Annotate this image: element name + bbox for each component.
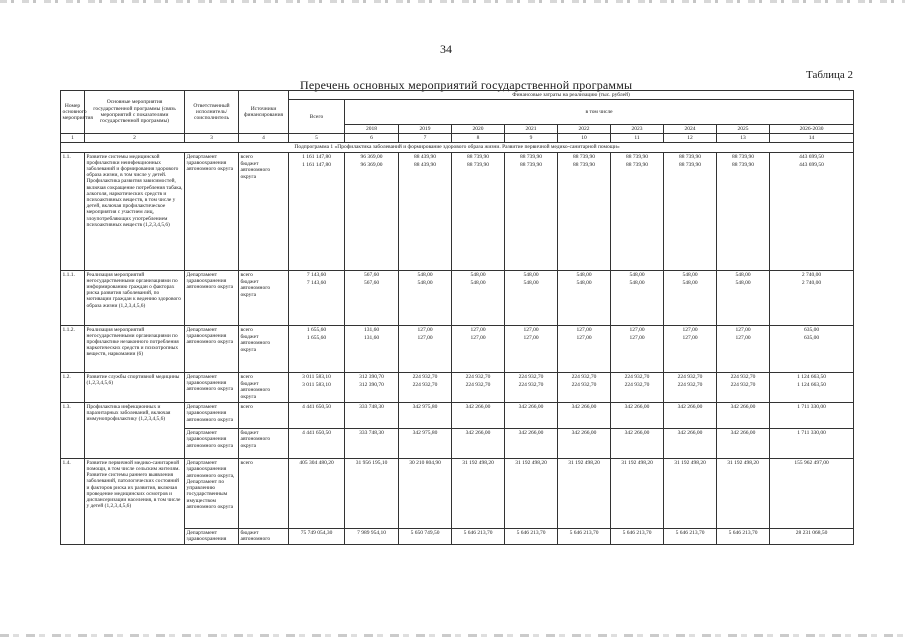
table-label: Таблица 2 xyxy=(806,69,854,81)
amount-cell xyxy=(664,325,717,372)
amount: 88 439,90 xyxy=(414,161,436,168)
amount: 7 989 954,10 xyxy=(345,528,399,544)
amount: 548,00 xyxy=(629,279,645,286)
source-label: всего xyxy=(240,153,253,160)
amount: 443 699,50 xyxy=(799,161,824,168)
amount: 224 932,70 xyxy=(465,373,491,380)
column-number: 9 xyxy=(505,134,558,143)
amount: 7 143,60 xyxy=(306,271,327,278)
row-exec xyxy=(185,325,239,372)
amount: 131,60 xyxy=(363,326,380,333)
amount-cell xyxy=(664,372,717,402)
amount: 127,00 xyxy=(523,334,539,341)
row-num: 1.4. xyxy=(61,458,85,544)
amount-cell xyxy=(717,372,770,402)
exec-label: Департамент здравоохранения автономного округа xyxy=(186,373,234,393)
page-number: 34 xyxy=(440,42,452,56)
table-row xyxy=(61,372,854,402)
amount: 88 739,90 xyxy=(626,153,648,160)
amount: 333 748,30 xyxy=(345,428,399,458)
header-year: 2021 xyxy=(505,124,558,133)
column-number: 13 xyxy=(717,134,770,143)
header-year: 2026-2030 xyxy=(770,124,854,133)
amount-cell xyxy=(664,152,717,270)
amount-cell xyxy=(345,270,399,325)
amount-cell xyxy=(345,152,399,270)
amount-cell xyxy=(717,270,770,325)
scan-edge-top xyxy=(0,0,905,3)
table-row xyxy=(61,325,854,372)
amount-cell xyxy=(717,325,770,372)
header-total: Всего xyxy=(289,100,345,134)
amount-cell xyxy=(452,372,505,402)
row-name: Профилактика инфекционных и паразитарных заболеваний, включая иммунопрофилактику (1,2,3,4,5,6) xyxy=(85,402,185,458)
column-number: 10 xyxy=(558,134,611,143)
amount: 88 739,90 xyxy=(732,161,754,168)
amount-cell xyxy=(452,152,505,270)
amount: 127,00 xyxy=(682,326,698,333)
header-num: Номер основного мероприятия xyxy=(61,91,85,134)
header-year: 2023 xyxy=(611,124,664,133)
amount: 548,00 xyxy=(523,279,539,286)
amount: 224 932,70 xyxy=(624,381,650,388)
amount: 342 266,00 xyxy=(505,428,558,458)
row-num: 1.3. xyxy=(61,402,85,458)
amount: 31 956 195,10 xyxy=(345,458,399,528)
activities-table xyxy=(60,90,854,545)
amount: 28 231 068,50 xyxy=(770,528,854,544)
amount: 88 739,90 xyxy=(732,153,754,160)
amount: 224 932,70 xyxy=(518,373,544,380)
amount: 31 192 498,20 xyxy=(452,458,505,528)
amount: 7 143,60 xyxy=(306,279,327,286)
amount: 127,00 xyxy=(735,334,751,341)
amount-cell xyxy=(505,270,558,325)
amount: 342 266,00 xyxy=(452,402,505,428)
amount: 548,00 xyxy=(470,271,486,278)
amount: 224 932,70 xyxy=(412,381,438,388)
amount: 224 932,70 xyxy=(571,381,597,388)
amount: 567,60 xyxy=(363,271,380,278)
amount: 342 266,00 xyxy=(611,428,664,458)
amount: 88 739,90 xyxy=(573,161,595,168)
amount-cell xyxy=(770,152,854,270)
amount-cell xyxy=(399,152,452,270)
amount-cell xyxy=(452,325,505,372)
amount: 224 932,70 xyxy=(677,373,703,380)
amount: 1 161 147,80 xyxy=(302,153,331,160)
amount: 342 266,00 xyxy=(452,428,505,458)
row-source: всего xyxy=(239,458,289,528)
amount: 2 740,00 xyxy=(801,271,822,278)
amount: 548,00 xyxy=(629,271,645,278)
column-number: 14 xyxy=(770,134,854,143)
amount-cell xyxy=(289,372,345,402)
row-name: Развитие службы спортивной медицины (1,2,3,4,5,6) xyxy=(85,372,185,402)
row-exec: Департамент здравоохранения автономного округа xyxy=(185,428,239,458)
header-name: Основные мероприятия государственной программы (связь мероприятий с показателями государственной программы) xyxy=(85,91,185,134)
amount: 567,60 xyxy=(363,279,380,286)
amount: 342 266,00 xyxy=(611,402,664,428)
amount-cell xyxy=(289,270,345,325)
header-finance: Финансовые затраты на реализацию (тыс. рублей) xyxy=(289,91,854,100)
amount: 127,00 xyxy=(682,334,698,341)
amount: 4 441 650,50 xyxy=(289,428,345,458)
subprogram-title: Подпрограмма 1 «Профилактика заболеваний и формирование здорового образа жизни. Развитие первичной медико-санитарной помощи» xyxy=(61,143,854,152)
row-exec: Департамент здравоохранения xyxy=(185,528,239,544)
row-source: бюджет автономного округа xyxy=(239,428,289,458)
subprogram-row xyxy=(61,143,854,152)
amount-cell xyxy=(558,270,611,325)
header-source: Источники финансирования xyxy=(239,91,289,134)
amount: 224 932,70 xyxy=(412,373,438,380)
row-num: 1.2. xyxy=(61,372,85,402)
column-number: 4 xyxy=(239,134,289,143)
amount: 30 210 804,90 xyxy=(399,458,452,528)
row-source xyxy=(239,325,289,372)
amount: 548,00 xyxy=(576,279,592,286)
amount-cell xyxy=(345,325,399,372)
amount: 1 655,60 xyxy=(306,334,327,341)
source-label: всего xyxy=(240,373,253,380)
amount: 548,00 xyxy=(682,279,698,286)
document-title: Перечень основных мероприятий государственной программы xyxy=(300,78,633,92)
table-row xyxy=(61,458,854,528)
column-number: 3 xyxy=(185,134,239,143)
row-source: бюджет автономного xyxy=(239,528,289,544)
header-year: 2022 xyxy=(558,124,611,133)
amount: 88 739,90 xyxy=(467,153,489,160)
amount: 548,00 xyxy=(735,279,751,286)
amount: 3 011 583,10 xyxy=(302,381,331,388)
amount: 127,00 xyxy=(470,326,486,333)
column-number: 8 xyxy=(452,134,505,143)
amount: 1 711 330,00 xyxy=(770,402,854,428)
amount: 548,00 xyxy=(470,279,486,286)
amount: 5 646 213,70 xyxy=(452,528,505,544)
amount: 5 646 213,70 xyxy=(611,528,664,544)
amount-cell xyxy=(399,372,452,402)
row-exec: Департамент здравоохранения автономного округа, Департамент по управлению государственным имуществом автономного округа xyxy=(185,458,239,528)
column-number: 11 xyxy=(611,134,664,143)
amount: 88 739,90 xyxy=(520,161,542,168)
amount: 127,00 xyxy=(417,326,433,333)
amount: 96 369,00 xyxy=(360,161,383,168)
amount: 224 932,70 xyxy=(624,373,650,380)
amount: 127,00 xyxy=(470,334,486,341)
amount: 342 975,80 xyxy=(399,428,452,458)
amount: 342 266,00 xyxy=(664,402,717,428)
amount: 342 266,00 xyxy=(558,402,611,428)
amount-cell xyxy=(505,372,558,402)
amount-cell xyxy=(558,152,611,270)
amount-cell xyxy=(770,325,854,372)
amount: 5 646 213,70 xyxy=(558,528,611,544)
amount-cell xyxy=(717,152,770,270)
column-number: 12 xyxy=(664,134,717,143)
amount: 5 646 213,70 xyxy=(664,528,717,544)
amount-cell xyxy=(664,270,717,325)
row-name: Развитие системы медицинской профилактики неинфекционных заболеваний и формирования здорового образа жизни, в том числе у детей. Профилактика развития зависимостей, включая сокращение потребления табака, алкоголя, наркотических средств и психоактивных веществ, в том числе у детей, включая профилактическое мероприятия с участием лиц, злоупотребляющих употреблением психоактивных веществ (1,2,3,4,5,6) xyxy=(85,152,185,270)
exec-label: Департамент здравоохранения автономного округа xyxy=(186,271,234,291)
amount-cell xyxy=(770,270,854,325)
amount: 3 011 583,10 xyxy=(302,373,331,380)
row-exec xyxy=(185,270,239,325)
row-num: 1.1. xyxy=(61,152,85,270)
row-num: 1.1.1. xyxy=(61,270,85,325)
amount-cell xyxy=(611,325,664,372)
table-row xyxy=(61,152,854,270)
source-label: бюджет автономного округа xyxy=(240,380,271,400)
table-row xyxy=(61,402,854,428)
amount: 131,60 xyxy=(363,334,380,341)
amount: 405 304 480,20 xyxy=(289,458,345,528)
exec-label: Департамент здравоохранения автономного округа xyxy=(186,153,234,173)
amount: 5 650 749,50 xyxy=(399,528,452,544)
amount: 548,00 xyxy=(417,271,433,278)
amount: 342 266,00 xyxy=(664,428,717,458)
scan-edge-bottom xyxy=(0,634,905,637)
amount-cell xyxy=(399,325,452,372)
exec-label: Департамент здравоохранения автономного округа xyxy=(186,326,234,346)
amount-cell xyxy=(289,152,345,270)
amount: 548,00 xyxy=(682,271,698,278)
amount: 88 739,90 xyxy=(467,161,489,168)
amount: 224 932,70 xyxy=(730,381,756,388)
row-name: Реализация мероприятий негосударственными организациями по информированию граждан о факторах риска развития заболеваний, по мотивации граждан к ведению здорового образа жизни (1,2,3,4,5,6) xyxy=(85,270,185,325)
amount: 127,00 xyxy=(629,334,645,341)
amount: 342 266,00 xyxy=(558,428,611,458)
amount: 88 739,90 xyxy=(679,161,701,168)
amount: 31 192 498,20 xyxy=(717,458,770,528)
row-source xyxy=(239,152,289,270)
header-exec: Ответственный исполнитель/ соисполнитель xyxy=(185,91,239,134)
amount: 127,00 xyxy=(576,334,592,341)
amount: 88 439,90 xyxy=(414,153,436,160)
row-exec xyxy=(185,152,239,270)
amount: 548,00 xyxy=(576,271,592,278)
column-number: 1 xyxy=(61,134,85,143)
column-number: 2 xyxy=(85,134,185,143)
amount-cell xyxy=(452,270,505,325)
amount: 1 655,60 xyxy=(306,326,327,333)
amount: 1 161 147,80 xyxy=(302,161,331,168)
source-label: всего xyxy=(240,326,253,333)
amount-cell xyxy=(399,270,452,325)
amount: 333 748,30 xyxy=(345,402,399,428)
amount: 548,00 xyxy=(523,271,539,278)
amount: 2 740,00 xyxy=(801,279,822,286)
amount: 88 739,90 xyxy=(520,153,542,160)
header-including: в том числе xyxy=(345,100,854,124)
amount: 127,00 xyxy=(417,334,433,341)
column-number: 5 xyxy=(289,134,345,143)
amount: 224 932,70 xyxy=(571,373,597,380)
amount: 342 975,80 xyxy=(399,402,452,428)
row-exec xyxy=(185,372,239,402)
row-exec: Департамент здравоохранения автономного округа xyxy=(185,402,239,428)
amount: 88 739,90 xyxy=(679,153,701,160)
amount: 31 192 498,20 xyxy=(505,458,558,528)
source-label: бюджет автономного округа xyxy=(240,333,271,353)
amount-cell xyxy=(611,372,664,402)
amount: 443 699,50 xyxy=(799,153,824,160)
table-row xyxy=(61,270,854,325)
row-source xyxy=(239,270,289,325)
amount-cell xyxy=(558,372,611,402)
amount: 155 962 497,00 xyxy=(770,458,854,528)
header-year: 2025 xyxy=(717,124,770,133)
header-year: 2024 xyxy=(664,124,717,133)
amount: 127,00 xyxy=(523,326,539,333)
amount: 5 646 213,70 xyxy=(717,528,770,544)
row-name: Реализация мероприятий негосударственными организациями по профилактике незаконного потребления наркотических средств и психотропных веществ, наркомании (6) xyxy=(85,325,185,372)
amount-cell xyxy=(558,325,611,372)
amount: 224 932,70 xyxy=(730,373,756,380)
row-source: всего xyxy=(239,402,289,428)
amount: 31 192 498,20 xyxy=(664,458,717,528)
amount: 635,00 xyxy=(803,326,820,333)
amount-cell xyxy=(505,152,558,270)
amount: 5 646 213,70 xyxy=(505,528,558,544)
amount: 88 739,90 xyxy=(626,161,648,168)
amount-cell xyxy=(345,372,399,402)
amount: 127,00 xyxy=(629,326,645,333)
amount: 127,00 xyxy=(735,326,751,333)
header-year: 2020 xyxy=(452,124,505,133)
amount: 31 192 498,20 xyxy=(611,458,664,528)
amount: 224 932,70 xyxy=(518,381,544,388)
header-year: 2018 xyxy=(345,124,399,133)
amount: 1 124 663,50 xyxy=(797,373,826,380)
amount: 635,00 xyxy=(803,334,820,341)
amount: 548,00 xyxy=(735,271,751,278)
source-label: бюджет автономного округа xyxy=(240,160,271,180)
amount: 548,00 xyxy=(417,279,433,286)
amount: 224 932,70 xyxy=(465,381,491,388)
amount: 342 266,00 xyxy=(717,402,770,428)
amount: 312 390,70 xyxy=(359,373,384,380)
row-num: 1.1.2. xyxy=(61,325,85,372)
amount-cell xyxy=(289,325,345,372)
amount: 96 369,00 xyxy=(360,153,383,160)
source-label: всего xyxy=(240,271,253,278)
amount: 1 124 663,50 xyxy=(797,381,826,388)
amount-cell xyxy=(770,372,854,402)
row-source xyxy=(239,372,289,402)
row-name: Развитие первичной медико-санитарной помощи, в том числе сельским жителям. Развитие системы раннего выявления заболеваний, патологических состояний и факторов риска их развития, включая проведение медицинских осмотров и диспансеризации населения, в том числе у детей (1,2,3,4,5,6) xyxy=(85,458,185,544)
column-number: 6 xyxy=(345,134,399,143)
amount-cell xyxy=(505,325,558,372)
amount: 342 266,00 xyxy=(717,428,770,458)
amount: 224 932,70 xyxy=(677,381,703,388)
source-label: бюджет автономного округа xyxy=(240,278,271,298)
amount-cell xyxy=(611,152,664,270)
amount: 127,00 xyxy=(576,326,592,333)
amount: 312 390,70 xyxy=(359,381,384,388)
column-numbers-row xyxy=(61,134,854,143)
amount-cell xyxy=(611,270,664,325)
amount: 31 192 498,20 xyxy=(558,458,611,528)
amount: 342 266,00 xyxy=(505,402,558,428)
amount: 75 749 054,30 xyxy=(289,528,345,544)
header-year: 2019 xyxy=(399,124,452,133)
column-number: 7 xyxy=(399,134,452,143)
amount: 4 441 650,50 xyxy=(289,402,345,428)
amount: 88 739,90 xyxy=(573,153,595,160)
amount: 1 711 330,00 xyxy=(770,428,854,458)
